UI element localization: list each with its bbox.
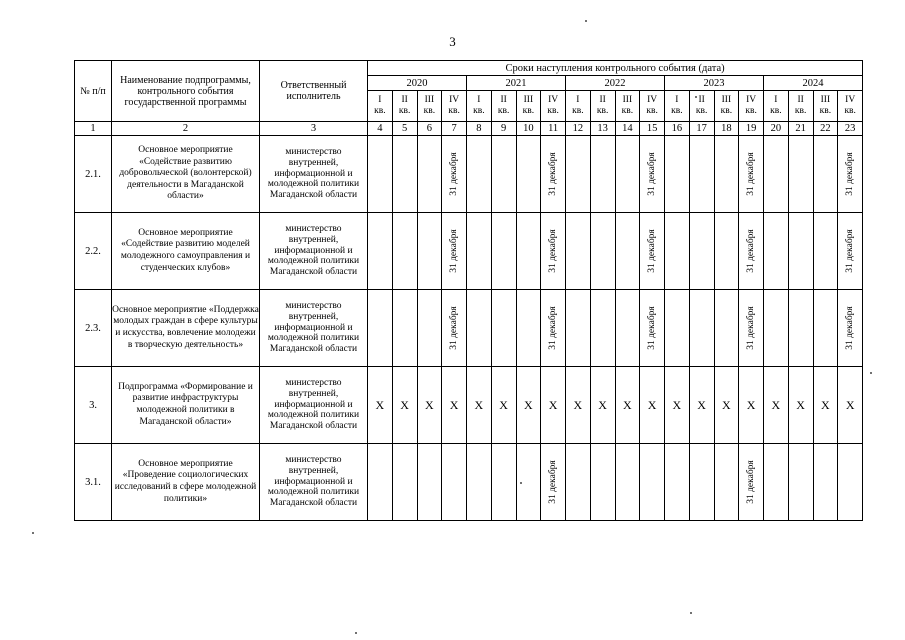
control-date: 31 декабря (746, 306, 757, 350)
quarter-suffix: кв. (745, 106, 757, 116)
quarter-cell (788, 213, 813, 290)
quarter-suffix: кв. (572, 106, 584, 116)
quarter-cell (739, 290, 764, 367)
scan-speck (695, 96, 697, 98)
control-date: 31 декабря (647, 152, 658, 196)
quarter-cell (491, 444, 516, 521)
column-number: 8 (467, 122, 492, 136)
column-number: 20 (764, 122, 789, 136)
table-row (75, 444, 863, 521)
quarter-cell (838, 290, 863, 367)
quarter-suffix: кв. (794, 106, 807, 116)
column-number: 18 (714, 122, 739, 136)
table-row (75, 290, 863, 367)
quarter-cell (491, 213, 516, 290)
quarter-label: IV (449, 95, 460, 105)
quarter-cell (590, 367, 615, 444)
quarter-suffix: кв. (720, 106, 733, 116)
quarter-cell (764, 367, 789, 444)
quarter-cell (689, 367, 714, 444)
quarter-cell (392, 367, 417, 444)
quarter-label: II (401, 95, 408, 105)
quarter-cell (689, 444, 714, 521)
quarter-label: I (378, 95, 382, 105)
header-name: Наименование подпрограммы, контрольного события государственной программы (112, 61, 260, 122)
quarter-cell (764, 290, 789, 367)
quarter-suffix: кв. (547, 106, 559, 116)
quarter-cell (442, 213, 467, 290)
quarter-cell (788, 290, 813, 367)
quarter-cell (714, 367, 739, 444)
quarter-label: III (622, 95, 633, 105)
quarter-cell (392, 213, 417, 290)
not-applicable-mark: X (771, 398, 781, 412)
column-number: 16 (665, 122, 690, 136)
control-date: 31 декабря (548, 152, 559, 196)
column-number: 22 (813, 122, 838, 136)
column-number-row (75, 122, 863, 136)
quarter-cell (714, 213, 739, 290)
not-applicable-mark: X (598, 398, 607, 412)
quarter-label: IV (746, 95, 757, 105)
quarter-header (541, 91, 566, 122)
column-number: 6 (417, 122, 442, 136)
quarter-header (566, 91, 591, 122)
quarter-cell (566, 444, 591, 521)
quarter-cell (541, 367, 566, 444)
control-date: 31 декабря (449, 229, 460, 273)
quarter-cell (541, 213, 566, 290)
quarter-cell (516, 213, 541, 290)
not-applicable-mark: X (697, 398, 706, 412)
quarter-cell (739, 444, 764, 521)
column-number: 2 (112, 122, 260, 136)
quarter-label: III (721, 95, 732, 105)
quarter-cell (714, 136, 739, 213)
quarter-cell (813, 290, 838, 367)
quarter-suffix: кв. (844, 106, 856, 116)
column-number: 1 (75, 122, 112, 136)
quarter-cell (665, 290, 690, 367)
quarter-header (368, 91, 393, 122)
column-number: 14 (615, 122, 640, 136)
scan-speck (690, 612, 692, 614)
quarter-cell (442, 136, 467, 213)
quarter-cell (838, 444, 863, 521)
control-date: 31 декабря (845, 152, 856, 196)
row-number: 2.3. (75, 290, 112, 367)
table-body (75, 136, 863, 521)
quarter-cell (541, 136, 566, 213)
control-date: 31 декабря (845, 306, 856, 350)
year-header: 2021 (467, 76, 566, 91)
quarter-cell (566, 290, 591, 367)
quarter-label: I (774, 95, 778, 105)
quarter-suffix: кв. (671, 106, 683, 116)
quarter-cell (541, 444, 566, 521)
quarter-cell (442, 444, 467, 521)
not-applicable-mark: X (499, 398, 508, 412)
column-number: 13 (590, 122, 615, 136)
quarter-cell (590, 136, 615, 213)
quarter-cell (813, 444, 838, 521)
quarter-label: IV (845, 95, 856, 105)
not-applicable-mark: X (796, 398, 805, 412)
control-date: 31 декабря (548, 460, 559, 504)
control-date: 31 декабря (449, 306, 460, 350)
quarter-cell (442, 290, 467, 367)
event-name: Основное мероприятие «Поддержка молодых граждан в сфере культуры и искусства, вовлечение молодежи в творческую деятельность» (112, 290, 260, 367)
control-date: 31 декабря (449, 152, 460, 196)
quarter-suffix: кв. (596, 106, 609, 116)
quarter-suffix: кв. (522, 106, 535, 116)
column-number: 10 (516, 122, 541, 136)
quarter-header (714, 91, 739, 122)
quarter-header (516, 91, 541, 122)
quarter-cell (615, 444, 640, 521)
quarter-cell (368, 444, 393, 521)
responsible-executor: министерство внутренней, информационной и молодежной политики Магаданской области (260, 290, 368, 367)
quarter-suffix: кв. (695, 106, 708, 116)
quarter-cell (838, 367, 863, 444)
column-number: 3 (260, 122, 368, 136)
quarter-label: I (675, 95, 679, 105)
quarter-cell (417, 136, 442, 213)
quarter-label: IV (548, 95, 559, 105)
quarter-cell (689, 290, 714, 367)
quarter-cell (813, 367, 838, 444)
quarter-cell (788, 444, 813, 521)
quarter-label: III (820, 95, 831, 105)
quarter-label: II (797, 95, 804, 105)
quarter-suffix: кв. (819, 106, 832, 116)
table-row (75, 213, 863, 290)
not-applicable-mark: X (573, 398, 583, 412)
quarter-cell (640, 136, 665, 213)
quarter-cell (590, 444, 615, 521)
scan-speck (870, 372, 872, 374)
scan-speck (585, 20, 587, 22)
quarter-suffix: кв. (497, 106, 510, 116)
quarter-suffix: кв. (646, 106, 658, 116)
quarter-cell (714, 290, 739, 367)
responsible-executor: министерство внутренней, информационной и молодежной политики Магаданской области (260, 213, 368, 290)
quarter-label: III (424, 95, 435, 105)
quarter-cell (615, 367, 640, 444)
quarter-cell (417, 290, 442, 367)
quarter-header (689, 91, 714, 122)
not-applicable-mark: X (449, 398, 459, 412)
quarter-cell (566, 367, 591, 444)
quarter-cell (764, 136, 789, 213)
scan-speck (355, 632, 357, 634)
quarter-header (467, 91, 492, 122)
not-applicable-mark: X (845, 398, 855, 412)
event-name: Основное мероприятие «Проведение социологических исследований в сфере молодежной политики» (112, 444, 260, 521)
control-date: 31 декабря (845, 229, 856, 273)
quarter-suffix: кв. (448, 106, 460, 116)
table-header (75, 61, 863, 136)
quarter-cell (764, 213, 789, 290)
quarter-cell (368, 136, 393, 213)
table-row (75, 136, 863, 213)
quarter-label: II (698, 95, 705, 105)
column-number: 15 (640, 122, 665, 136)
row-number: 3.1. (75, 444, 112, 521)
quarter-cell (615, 136, 640, 213)
column-number: 5 (392, 122, 417, 136)
control-date: 31 декабря (548, 306, 559, 350)
event-name: Подпрограмма «Формирование и развитие инфраструктуры молодежной политики в Магаданской области» (112, 367, 260, 444)
not-applicable-mark: X (548, 398, 558, 412)
scan-speck (520, 482, 522, 484)
quarter-cell (665, 136, 690, 213)
quarter-suffix: кв. (398, 106, 411, 116)
control-date: 31 декабря (746, 460, 757, 504)
not-applicable-mark: X (623, 398, 632, 412)
control-date: 31 декабря (746, 229, 757, 273)
quarter-header (739, 91, 764, 122)
event-name: Основное мероприятие «Содействие развитию моделей молодежного самоуправления и студенческих клубов» (112, 213, 260, 290)
quarter-cell (467, 444, 492, 521)
quarter-cell (838, 136, 863, 213)
quarter-label: III (523, 95, 534, 105)
quarter-suffix: кв. (374, 106, 386, 116)
quarter-cell (442, 367, 467, 444)
quarter-cell (392, 444, 417, 521)
quarter-cell (392, 136, 417, 213)
quarter-cell (665, 444, 690, 521)
quarter-cell (417, 444, 442, 521)
column-number: 12 (566, 122, 591, 136)
quarter-cell (417, 213, 442, 290)
quarter-suffix: кв. (621, 106, 634, 116)
quarter-cell (813, 136, 838, 213)
quarter-label: I (477, 95, 481, 105)
control-date: 31 декабря (647, 229, 658, 273)
quarter-cell (368, 290, 393, 367)
control-date: 31 декабря (746, 152, 757, 196)
page-number: 3 (449, 34, 456, 49)
control-date: 31 декабря (548, 229, 559, 273)
not-applicable-mark: X (647, 398, 657, 412)
quarter-cell (739, 213, 764, 290)
year-header: 2020 (368, 76, 467, 91)
year-header: 2024 (764, 76, 863, 91)
row-number: 2.1. (75, 136, 112, 213)
quarter-cell (516, 136, 541, 213)
quarter-cell (467, 367, 492, 444)
quarter-cell (368, 213, 393, 290)
quarter-suffix: кв. (770, 106, 782, 116)
quarter-header (590, 91, 615, 122)
quarter-cell (491, 367, 516, 444)
quarter-cell (566, 136, 591, 213)
row-number: 3. (75, 367, 112, 444)
not-applicable-mark: X (524, 398, 533, 412)
header-number: № п/п (75, 61, 112, 122)
quarter-suffix: кв. (473, 106, 485, 116)
quarter-cell (467, 136, 492, 213)
quarter-cell (813, 213, 838, 290)
quarter-cell (640, 290, 665, 367)
quarter-cell (566, 213, 591, 290)
quarter-cell (689, 136, 714, 213)
column-number: 19 (739, 122, 764, 136)
quarter-header (813, 91, 838, 122)
column-number: 11 (541, 122, 566, 136)
quarter-header (764, 91, 789, 122)
table-row (75, 367, 863, 444)
quarter-cell (491, 136, 516, 213)
quarter-suffix: кв. (423, 106, 436, 116)
quarter-header (491, 91, 516, 122)
quarter-cell (467, 213, 492, 290)
quarter-header (442, 91, 467, 122)
scan-speck (32, 532, 34, 534)
quarter-cell (640, 367, 665, 444)
quarter-label: I (576, 95, 580, 105)
quarter-cell (516, 367, 541, 444)
quarter-cell (640, 213, 665, 290)
responsible-executor: министерство внутренней, информационной и молодежной политики Магаданской области (260, 444, 368, 521)
quarter-cell (665, 367, 690, 444)
not-applicable-mark: X (672, 398, 682, 412)
not-applicable-mark: X (425, 398, 434, 412)
year-header: 2022 (566, 76, 665, 91)
quarter-cell (615, 290, 640, 367)
column-number: 17 (689, 122, 714, 136)
column-number: 7 (442, 122, 467, 136)
not-applicable-mark: X (375, 398, 385, 412)
not-applicable-mark: X (400, 398, 409, 412)
quarter-header (417, 91, 442, 122)
responsible-executor: министерство внутренней, информационной и молодежной политики Магаданской области (260, 136, 368, 213)
quarter-cell (590, 213, 615, 290)
quarter-cell (516, 290, 541, 367)
quarter-cell (739, 136, 764, 213)
quarter-cell (739, 367, 764, 444)
quarter-cell (392, 290, 417, 367)
quarter-cell (467, 290, 492, 367)
quarter-cell (764, 444, 789, 521)
quarter-cell (714, 444, 739, 521)
not-applicable-mark: X (821, 398, 830, 412)
quarter-cell (689, 213, 714, 290)
quarter-header (838, 91, 863, 122)
quarter-cell (590, 290, 615, 367)
quarter-label: IV (647, 95, 658, 105)
quarter-cell (788, 136, 813, 213)
header-terms: Сроки наступления контрольного события (дата) (368, 61, 863, 76)
quarter-cell (541, 290, 566, 367)
column-number: 4 (368, 122, 393, 136)
quarter-header (640, 91, 665, 122)
row-number: 2.2. (75, 213, 112, 290)
event-name: Основное мероприятие «Содействие развитию добровольческой (волонтерской) деятельности в Магаданской области» (112, 136, 260, 213)
quarter-cell (491, 290, 516, 367)
quarter-header (788, 91, 813, 122)
not-applicable-mark: X (474, 398, 484, 412)
quarter-cell (368, 367, 393, 444)
quarter-cell (665, 213, 690, 290)
quarter-label: II (500, 95, 507, 105)
control-events-table (74, 60, 863, 521)
not-applicable-mark: X (746, 398, 756, 412)
column-number: 23 (838, 122, 863, 136)
not-applicable-mark: X (722, 398, 731, 412)
quarter-header (392, 91, 417, 122)
quarter-header (665, 91, 690, 122)
quarter-cell (417, 367, 442, 444)
responsible-executor: министерство внутренней, информационной и молодежной политики Магаданской области (260, 367, 368, 444)
quarter-cell (640, 444, 665, 521)
header-responsible: Ответственный исполнитель (260, 61, 368, 122)
quarter-cell (838, 213, 863, 290)
column-number: 9 (491, 122, 516, 136)
column-number: 21 (788, 122, 813, 136)
year-header: 2023 (665, 76, 764, 91)
quarter-header (615, 91, 640, 122)
control-date: 31 декабря (647, 306, 658, 350)
quarter-cell (788, 367, 813, 444)
quarter-label: II (599, 95, 606, 105)
quarter-cell (615, 213, 640, 290)
